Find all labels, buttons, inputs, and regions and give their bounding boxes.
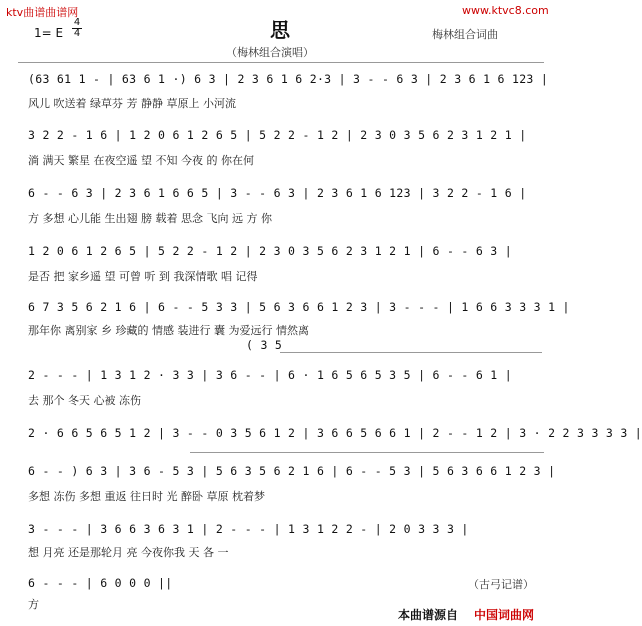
performer: （梅林组合演唱）: [226, 46, 314, 59]
watermark-right: www.ktvc8.com: [462, 4, 549, 17]
notation-row-6: 2 - - - | 1 3 1 2 · 3 3 | 3 6 - - | 6 · 1 6 5 6 5 3 5 | 6 - - 6 1 |: [28, 368, 512, 382]
lyric-row-2: 淌 满天 繁星 在夜空遥 望 不知 今夜 的 你在何: [28, 154, 254, 167]
top-slur-line: [18, 62, 544, 63]
chorus-slur-line: [190, 452, 544, 453]
song-title: 思: [270, 18, 290, 42]
notation-row-7: 2 · 6 6 5 6 5 1 2 | 3 - - 0 3 5 6 1 2 | 3 6 6 5 6 6 1 | 2 - - 1 2 | 3 · 2 2 3 3 3 3 |: [28, 426, 642, 440]
interlude-slur-line: [280, 352, 542, 353]
notation-row-3: 6 - - 6 3 | 2 3 6 1 6 6 5 | 3 - - 6 3 | 2 3 6 1 6 123 | 3 2 2 - 1 6 |: [28, 186, 527, 200]
watermark-left: ktv曲谱曲谱网: [6, 6, 79, 19]
lyric-row-10: 方: [28, 598, 39, 611]
lyric-row-1: 风儿 吹送着 绿草芬 芳 静静 草原上 小河流: [28, 97, 236, 110]
notation-row-2: 3 2 2 - 1 6 | 1 2 0 6 1 2 6 5 | 5 2 2 - 1 2 | 2 3 0 3 5 6 2 3 1 2 1 |: [28, 128, 527, 142]
notation-row-1: (63 61 1 - | 63 6 1 ·) 6 3 | 2 3 6 1 6 2·3 | 3 - - 6 3 | 2 3 6 1 6 123 |: [28, 72, 549, 86]
lyric-row-4: 是否 把 家乡遥 望 可曾 听 到 我深情歌 唱 记得: [28, 270, 258, 283]
notation-row-10: 6 - - - | 6 0 0 0 ||: [28, 576, 173, 590]
lyric-row-6: 去 那个 冬天 心被 冻伤: [28, 394, 141, 407]
source-site: 中国词曲网: [474, 608, 535, 622]
notation-row-9: 3 - - - | 3 6 6 3 6 3 1 | 2 - - - | 1 3 1 2 2 - | 2 0 3 3 3 |: [28, 522, 469, 536]
lyric-row-9: 想 月亮 还是那轮月 亮 今夜你我 天 各 一: [28, 546, 229, 559]
lyric-row-8: 多想 冻伤 多想 重返 往日时 光 醉卧 草原 枕着梦: [28, 490, 265, 503]
notation-row-5: 6 7 3 5 6 2 1 6 | 6 - - 5 3 3 | 5 6 3 6 6 1 2 3 | 3 - - - | 1 6 6 3 3 3 1 |: [28, 300, 570, 314]
lyric-row-5: 那年你 离别家 乡 珍藏的 情感 装进行 囊 为爱远行 情然离: [28, 324, 309, 337]
key-signature: 1= E: [34, 26, 64, 40]
time-signature-top: 4: [73, 17, 81, 28]
notation-row-4: 1 2 0 6 1 2 6 5 | 5 2 2 - 1 2 | 2 3 0 3 5 6 2 3 1 2 1 | 6 - - 6 3 |: [28, 244, 512, 258]
time-signature-bottom: 4: [73, 28, 81, 39]
source-label: 本曲谱源自: [398, 608, 459, 622]
transcriber-credit: （古弓记谱）: [468, 578, 534, 591]
credits: 梅林组合词曲: [432, 28, 498, 41]
instrumental-annotation: ( 3 5: [246, 338, 283, 352]
time-signature: [72, 18, 82, 39]
lyric-row-3: 方 多想 心儿能 生出翅 膀 载着 思念 飞向 远 方 你: [28, 212, 272, 225]
notation-row-8: 6 - - ) 6 3 | 3 6 - 5 3 | 5 6 3 5 6 2 1 6 | 6 - - 5 3 | 5 6 3 6 6 1 2 3 |: [28, 464, 556, 478]
